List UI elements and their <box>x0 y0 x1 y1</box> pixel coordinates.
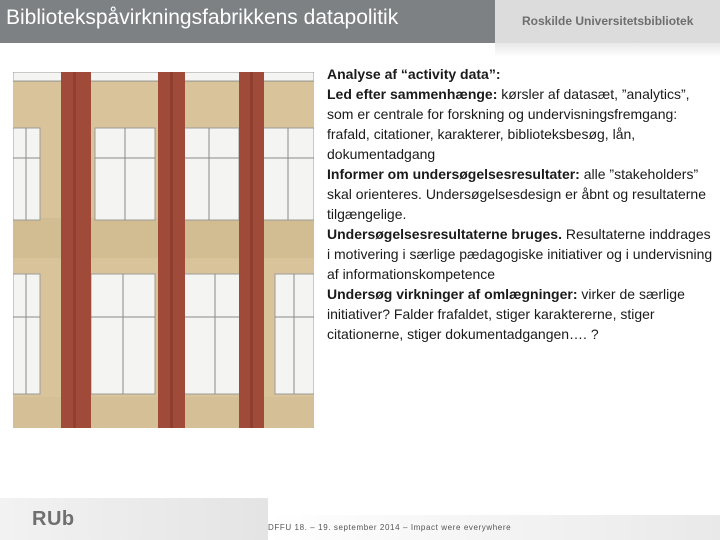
footer-caption: DFFU 18. – 19. september 2014 – Impact were everywhere <box>268 523 512 532</box>
brand-name: Roskilde Universitetsbibliotek <box>522 14 694 28</box>
header-bar <box>0 0 720 43</box>
bullet-text: alle ”stakeholders” skal orienteres. Undersøgelsesdesign er åbnt og resultaterne tilgængelige. <box>327 166 706 222</box>
footer-logo-panel <box>0 498 268 540</box>
slide-body <box>327 64 715 344</box>
bullet-heading: Undersøgelsesresultaterne bruges. <box>327 226 562 242</box>
bullet-text: kørsler af datasæt, ”analytics”, som er centrale for forskning og undervisningsfremgang: frafald, citationer, karakterer, biblioteksbesøg, lån, dokumentadgang <box>327 86 690 162</box>
facade-illustration <box>13 72 314 428</box>
slide-title: Bibliotekspåvirkningsfabrikkens datapolitik <box>6 6 399 29</box>
bullet-item <box>327 164 715 224</box>
bullet-item <box>327 84 715 164</box>
bullet-item <box>327 284 715 344</box>
bullet-text: virker de særlige initiativer? Falder frafaldet, stiger karaktererne, stiger citationerne, stiger dokumentadgangen…. ? <box>327 286 685 342</box>
header-shadow <box>495 43 720 57</box>
bullet-text: Resultaterne inddrages i motivering i særlige pædagogiske initiativer og i undervisning af informationskompetence <box>327 226 713 282</box>
bullet-heading: Led efter sammenhænge: <box>327 86 498 102</box>
footer-bar <box>268 515 720 540</box>
body-lead: Analyse af “activity data”: <box>327 66 501 82</box>
brand-panel <box>495 0 720 43</box>
rub-logo: RUb <box>32 508 75 530</box>
bullet-heading: Informer om undersøgelsesresultater: <box>327 166 580 182</box>
bullet-item <box>327 224 715 284</box>
building-facade-photo <box>13 72 314 428</box>
bullet-heading: Undersøg virkninger af omlægninger: <box>327 286 578 302</box>
